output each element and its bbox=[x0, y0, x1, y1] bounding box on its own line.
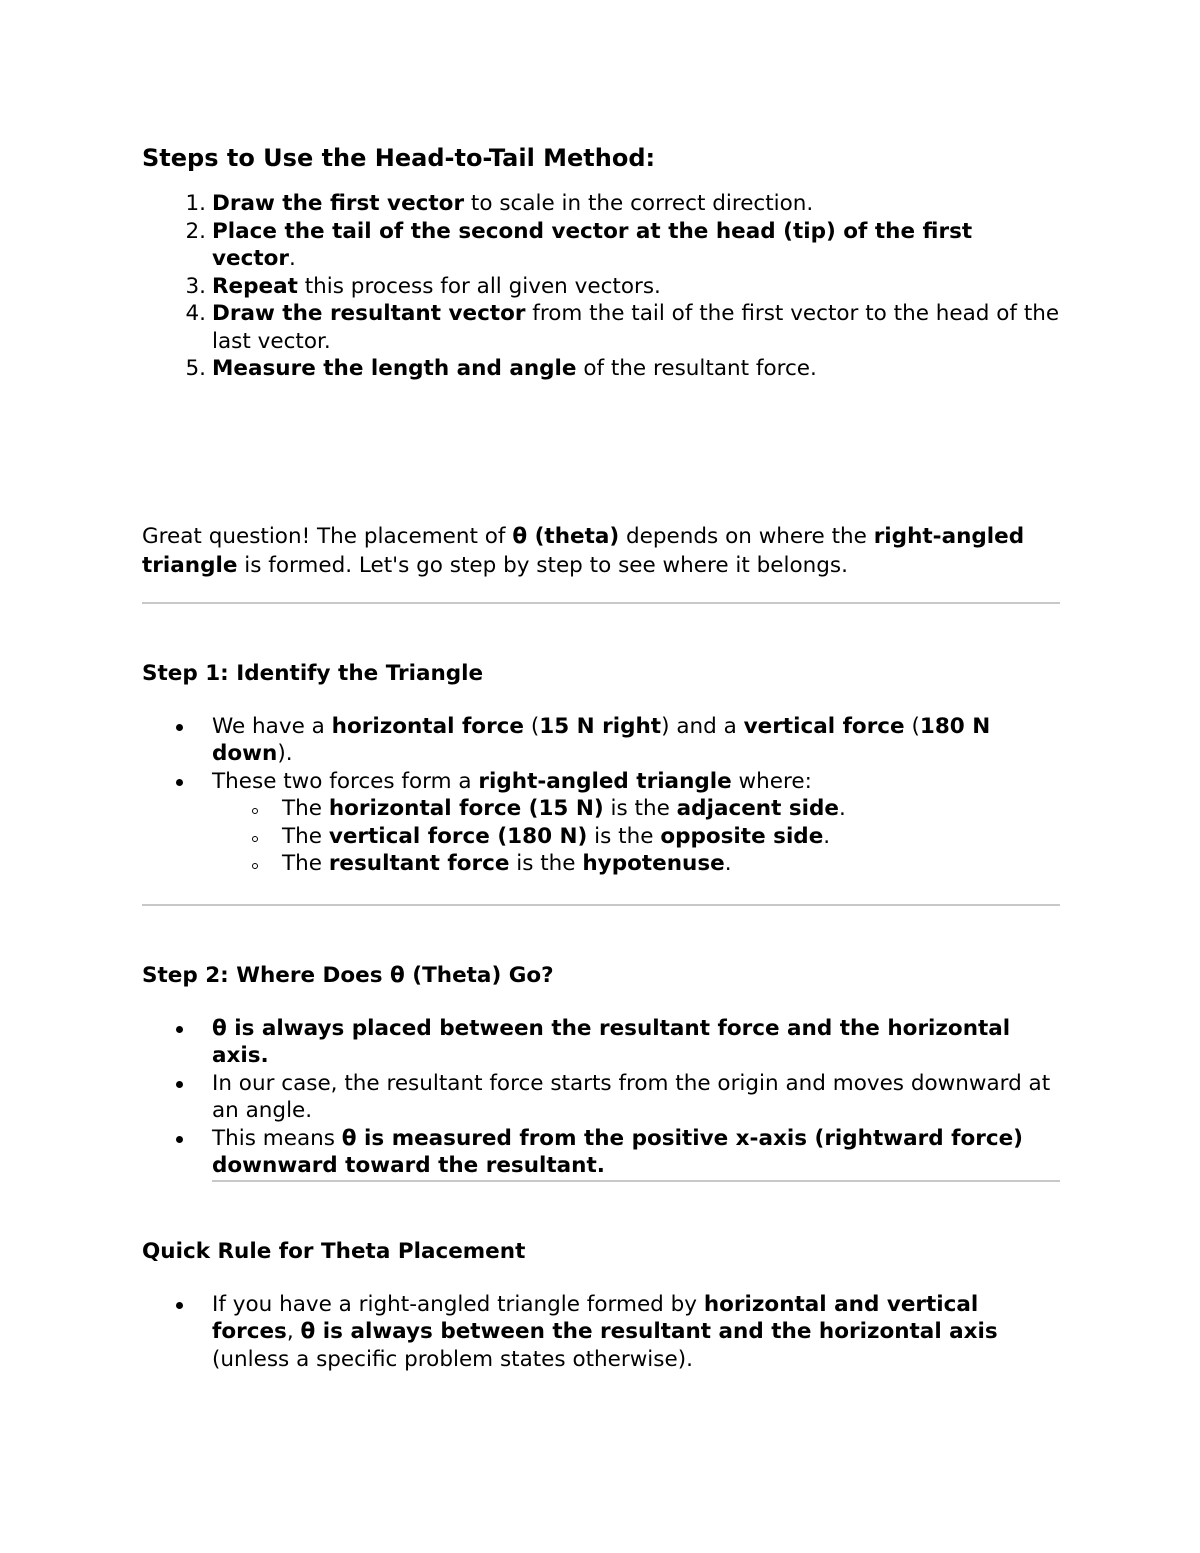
bullet-icon bbox=[176, 1081, 183, 1088]
head-to-tail-steps bbox=[142, 190, 1060, 383]
text: (unless a specific problem states otherwise). bbox=[212, 1346, 693, 1372]
intro-paragraph bbox=[142, 522, 1060, 580]
bold-text: θ is measured from the positive x-axis (rightward force) downward toward the resultant. bbox=[212, 1125, 1023, 1178]
list-item bbox=[212, 1015, 1060, 1070]
step-item-1 bbox=[185, 190, 1060, 218]
step-text: . bbox=[289, 246, 296, 271]
circle-bullet-icon bbox=[252, 863, 258, 869]
bold-text: 180 N down bbox=[212, 713, 991, 766]
step-item-2 bbox=[185, 218, 1060, 273]
step-text: this process for all given vectors. bbox=[297, 273, 661, 299]
step-bold-text: Repeat bbox=[212, 273, 298, 299]
text: In our case, the resultant force starts from the origin and moves downward at an angle. bbox=[212, 1070, 1051, 1123]
bold-text: opposite side bbox=[660, 823, 824, 849]
text: The bbox=[282, 796, 329, 821]
step-number: 3. bbox=[185, 273, 206, 299]
text: This means bbox=[212, 1125, 342, 1151]
bullet-icon bbox=[176, 724, 183, 731]
bullet-icon bbox=[176, 779, 183, 786]
list-item bbox=[212, 768, 1060, 878]
text: ( bbox=[524, 713, 540, 739]
text: These two forces form a bbox=[212, 768, 479, 794]
text: is the bbox=[587, 823, 661, 849]
sub-list-item bbox=[282, 795, 1060, 823]
intro-text: is formed. Let's go step by step to see where it belongs. bbox=[237, 552, 848, 578]
step-text: of the resultant force. bbox=[576, 356, 817, 381]
section-divider bbox=[142, 904, 1060, 906]
step-bold-text: Draw the resultant vector bbox=[212, 301, 526, 326]
list-item bbox=[212, 1291, 1060, 1374]
list-item bbox=[212, 1125, 1060, 1180]
bold-text: θ is always placed between the resultant force and the horizontal axis. bbox=[212, 1015, 1011, 1068]
list-item bbox=[212, 1070, 1060, 1125]
quick-rule-list bbox=[142, 1291, 1060, 1374]
text: ) and a bbox=[661, 713, 744, 739]
page-title: Steps to Use the Head-to-Tail Method: bbox=[142, 144, 656, 172]
bold-text: resultant force bbox=[328, 851, 510, 876]
text: is the bbox=[603, 796, 677, 821]
step1-heading: Step 1: Identify the Triangle bbox=[142, 660, 484, 686]
bold-text: adjacent side bbox=[676, 796, 839, 821]
intro-bold: right-angled triangle bbox=[142, 523, 1025, 578]
sub-list-item bbox=[282, 850, 1060, 878]
bold-text: horizontal and vertical forces bbox=[212, 1291, 979, 1344]
step-text: from the tail of the first vector to the head of the last vector. bbox=[212, 301, 1060, 354]
bullet-icon bbox=[176, 1136, 183, 1143]
text: We have a bbox=[212, 713, 332, 739]
bold-text: vertical force (180 N) bbox=[328, 823, 588, 849]
bold-text: 15 N right bbox=[539, 713, 662, 739]
step-item-4 bbox=[185, 300, 1060, 355]
bold-text: hypotenuse bbox=[582, 851, 725, 876]
step-number: 5. bbox=[185, 356, 206, 381]
sub-list-item bbox=[282, 823, 1060, 851]
intro-text: Great question! The placement of bbox=[142, 523, 513, 549]
text: The bbox=[282, 851, 329, 876]
text: where: bbox=[731, 768, 812, 794]
text: If you have a right-angled triangle formed by bbox=[212, 1291, 704, 1317]
step2-heading: Step 2: Where Does θ (Theta) Go? bbox=[142, 962, 554, 988]
step-bold-text: Draw the first vector bbox=[212, 191, 465, 216]
section-divider bbox=[212, 1180, 1060, 1182]
circle-bullet-icon bbox=[252, 808, 258, 814]
step1-list bbox=[142, 713, 1060, 878]
bullet-icon bbox=[176, 1026, 183, 1033]
step-number: 4. bbox=[185, 301, 206, 326]
intro-bold: θ (theta) bbox=[512, 523, 620, 549]
step-text: to scale in the correct direction. bbox=[464, 191, 814, 216]
text: ). bbox=[277, 741, 293, 766]
bold-text: right-angled triangle bbox=[478, 768, 732, 794]
step-item-3 bbox=[185, 273, 1060, 301]
bold-text: θ is always between the resultant and the horizontal axis bbox=[300, 1319, 998, 1344]
quick-rule-heading: Quick Rule for Theta Placement bbox=[142, 1238, 526, 1264]
step-item-5 bbox=[185, 355, 1060, 383]
text: , bbox=[286, 1319, 301, 1344]
step-bold-text: Place the tail of the second vector at the head (tip) of the first vector bbox=[212, 218, 973, 271]
section-divider bbox=[142, 602, 1060, 604]
text: ( bbox=[904, 713, 920, 739]
bullet-icon bbox=[176, 1302, 183, 1309]
step-number: 2. bbox=[185, 218, 206, 244]
intro-text: depends on where the bbox=[619, 523, 874, 549]
sub-list bbox=[212, 795, 1060, 878]
circle-bullet-icon bbox=[252, 836, 258, 842]
document-page bbox=[142, 138, 1060, 1373]
text: is the bbox=[509, 851, 583, 876]
text: . bbox=[838, 796, 846, 821]
step2-list bbox=[142, 1015, 1060, 1180]
text: The bbox=[282, 823, 329, 849]
step-bold-text: Measure the length and angle bbox=[212, 356, 577, 381]
list-item bbox=[212, 713, 1060, 768]
bold-text: vertical force bbox=[743, 713, 905, 739]
step-number: 1. bbox=[185, 191, 206, 216]
text: . bbox=[724, 851, 732, 876]
bold-text: horizontal force (15 N) bbox=[328, 796, 604, 821]
text: . bbox=[823, 823, 831, 849]
bold-text: horizontal force bbox=[331, 713, 525, 739]
